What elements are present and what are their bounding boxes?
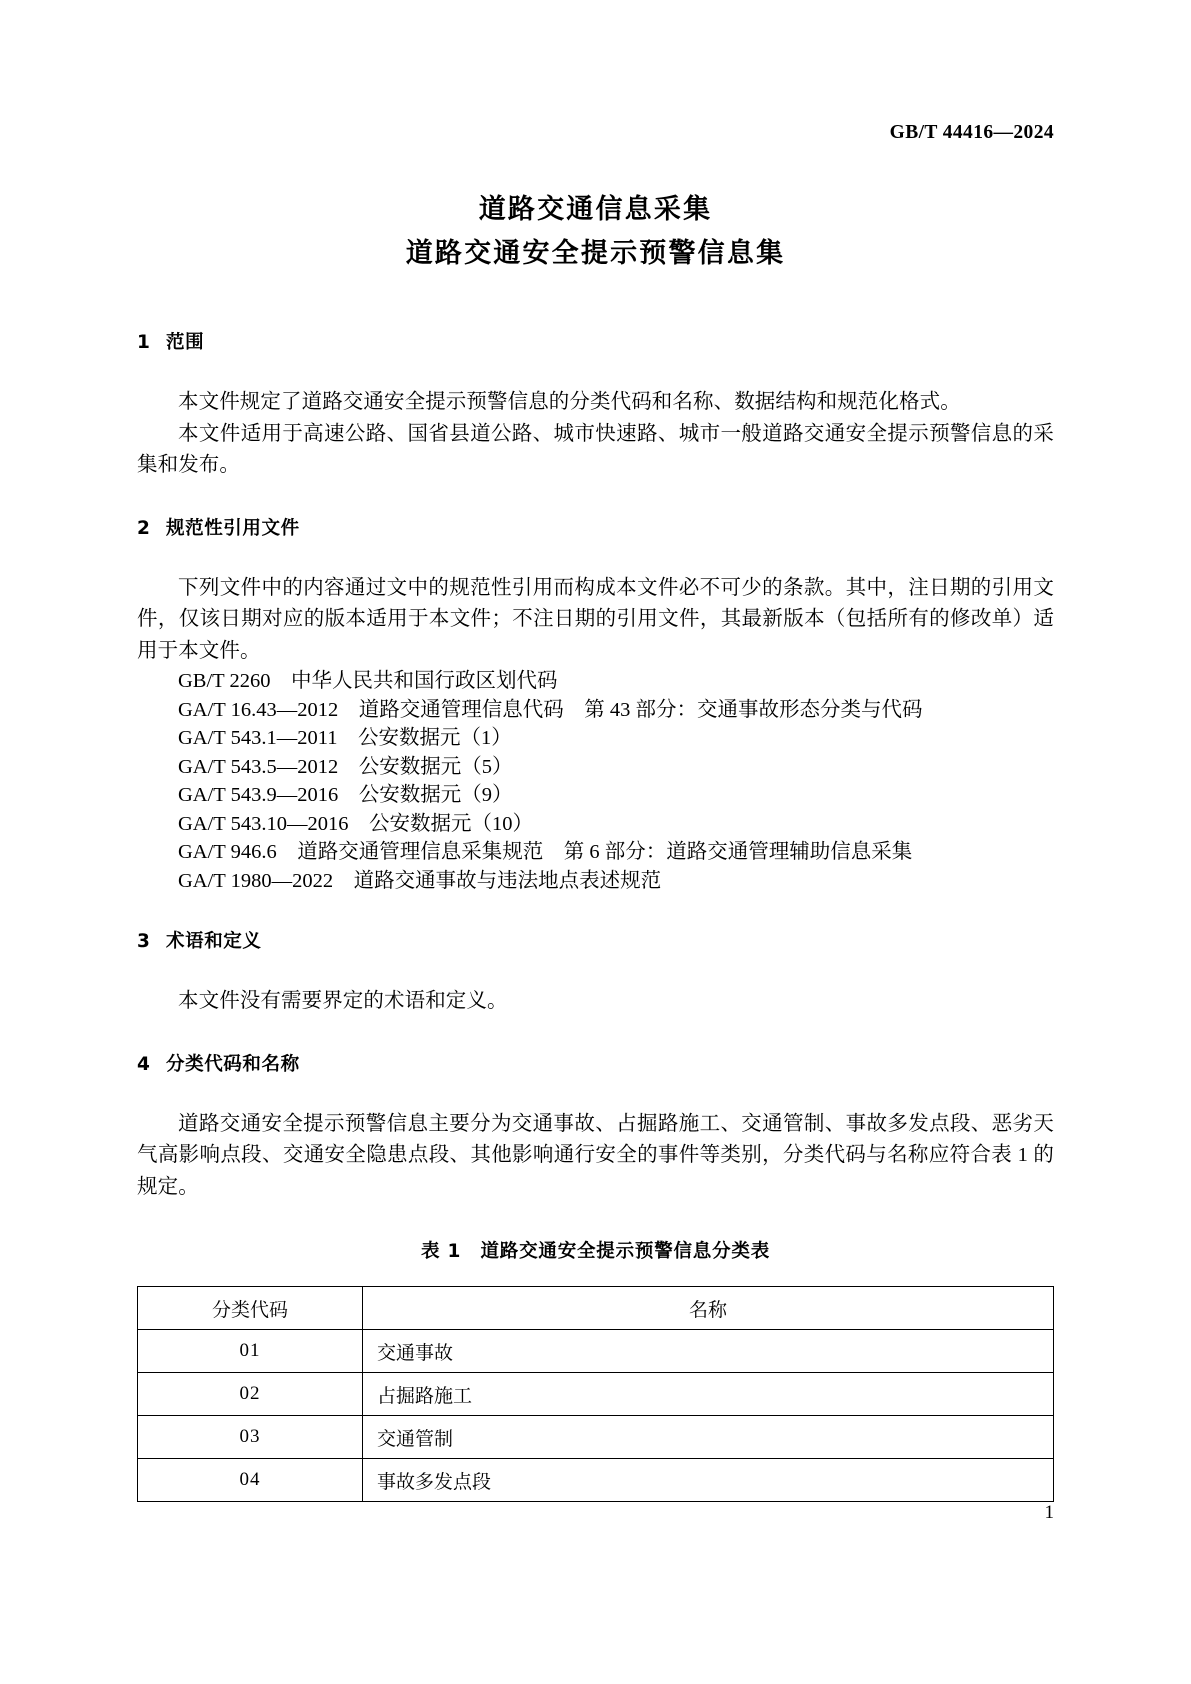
cell-code: 04 [138,1459,363,1502]
table-row [138,1416,1054,1459]
clause-heading-4 [137,1052,1054,1078]
reference-item: GB/T 2260 中华人民共和国行政区划代码 [178,670,558,692]
clause-heading-1 [137,330,1054,356]
table-row [138,1330,1054,1373]
clause-2-paragraph-1: 下列文件中的内容通过文中的规范性引用而构成本文件必不可少的条款。其中，注日期的引用文件，仅该日期对应的版本适用于本文件；不注日期的引用文件，其最新版本（包括所有的修改单）适用于本文件。 [137,576,1054,662]
document-title [137,188,1054,276]
standard-number: GB/T 44416—2024 [889,122,1054,143]
clause-number-4: 4 [137,1053,151,1075]
cell-code: 02 [138,1373,363,1416]
title-line-1: 道路交通信息采集 [478,194,713,225]
normative-reference-list [137,667,1054,895]
cell-name: 交通管制 [363,1416,1054,1459]
reference-item: GA/T 1980—2022 道路交通事故与违法地点表述规范 [178,869,662,892]
reference-item: GA/T 16.43—2012 道路交通管理信息代码 第 43 部分：交通事故形态分类与代码 [178,698,923,721]
cell-code: 01 [138,1330,363,1373]
clause-title-3: 术语和定义 [166,931,262,952]
reference-item: GA/T 543.9—2016 公安数据元（9） [178,784,513,806]
table-header-row [138,1287,1054,1330]
clause-1-paragraph-2: 本文件适用于高速公路、国省县道公路、城市快速路、城市一般道路交通安全提示预警信息的采集和发布。 [137,422,1054,476]
reference-item: GA/T 543.10—2016 公安数据元（10） [178,812,533,835]
reference-item: GA/T 543.1—2011 公安数据元（1） [178,727,512,749]
table-row [138,1459,1054,1502]
clause-heading-3 [137,929,1054,955]
clause-title-4: 分类代码和名称 [166,1053,300,1075]
clause-title-1: 范围 [166,332,205,353]
clause-title-2: 规范性引用文件 [166,517,300,539]
cell-name: 交通事故 [363,1330,1054,1373]
page-number: 1 [1044,1502,1054,1523]
running-header [137,122,1054,144]
clause-1-paragraph-1: 本文件规定了道路交通安全提示预警信息的分类代码和名称、数据结构和规范化格式。 [178,391,961,413]
classification-table [137,1286,1054,1502]
reference-item: GA/T 543.5—2012 公安数据元（5） [178,755,513,778]
cell-name: 占掘路施工 [363,1373,1054,1416]
clause-number-3: 3 [137,931,151,952]
document-body [137,330,1054,1502]
column-header-name: 名称 [363,1287,1054,1330]
cell-code: 03 [138,1416,363,1459]
reference-item: GA/T 946.6 道路交通管理信息采集规范 第 6 部分：道路交通管理辅助信息采集 [178,841,913,863]
title-line-2: 道路交通安全提示预警信息集 [405,238,786,269]
clause-3-paragraph-1: 本文件没有需要界定的术语和定义。 [178,990,508,1012]
table-row [138,1373,1054,1416]
clause-4-paragraph-1: 道路交通安全提示预警信息主要分为交通事故、占掘路施工、交通管制、事故多发点段、恶劣天气高影响点段、交通安全隐患点段、其他影响通行安全的事件等类别，分类代码与名称应符合表 1 的规定。 [137,1112,1054,1198]
clause-number-1: 1 [137,332,151,353]
cell-name: 事故多发点段 [363,1459,1054,1502]
table-1-caption: 表 1 道路交通安全提示预警信息分类表 [420,1241,770,1262]
column-header-code: 分类代码 [138,1287,363,1330]
clause-number-2: 2 [137,517,151,539]
clause-heading-2 [137,516,1054,542]
